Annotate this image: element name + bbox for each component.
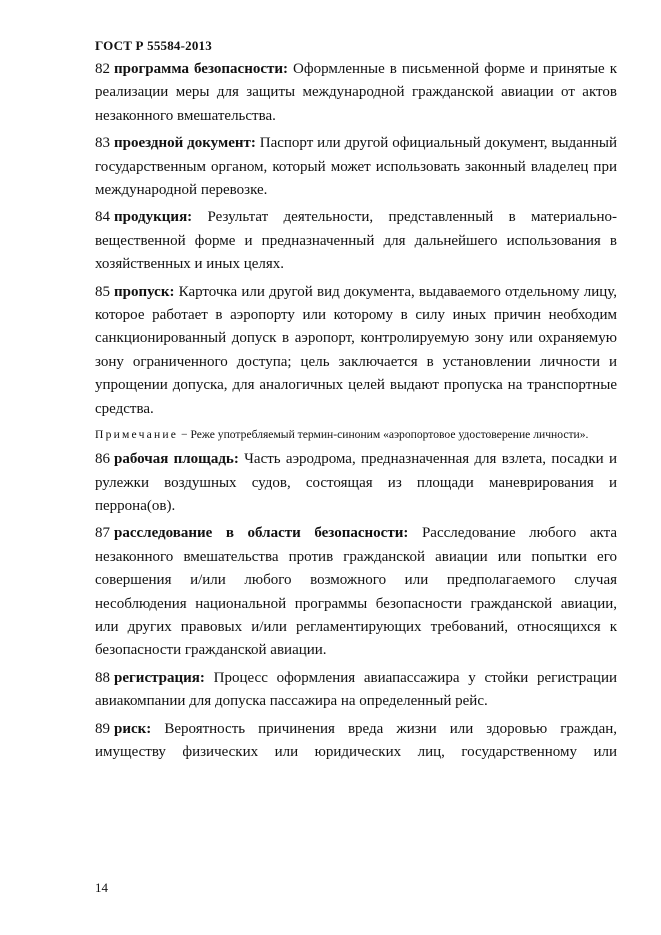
term-entry-86: [95, 448, 617, 518]
term-name: программа безопасности:: [114, 61, 288, 77]
term-entry-89: [95, 718, 617, 765]
term-definition: Часть аэродрома, предназначенная для взлета, посадки и рулежки воздушных судов, состоящая из площади маневрирования и перрона(ов).: [95, 451, 617, 514]
term-name: проездной документ:: [114, 135, 256, 152]
entry-number: 82: [95, 61, 110, 77]
standard-id: ГОСТ Р 55584-2013: [95, 38, 212, 53]
term-name: регистрация:: [114, 669, 205, 686]
term-definition: Процесс оформления авиапассажира у стойки регистрации авиакомпании для допуска пассажира на определенный рейс.: [95, 669, 617, 710]
term-definition: Результат деятельности, представленный в материально-вещественной форме и предназначенный для дальнейшего использования в хозяйственных и иных целях.: [95, 209, 618, 273]
term-note: [95, 425, 617, 444]
terms-list: [95, 58, 617, 768]
term-name: рабочая площадь:: [114, 451, 239, 468]
note-label: Примечание: [95, 428, 179, 442]
term-definition: Расследование любого акта незаконного вмешательства против гражданской авиации или попытки его совершения и/или любого возможного или предполагаемого случая несоблюдения национальной программы безопасности гражданской авиации, или других правовых и/или регламентирующих требований, относящихся к безопасности гражданской авиации.: [95, 525, 618, 659]
term-entry-87: [95, 522, 617, 662]
entry-number: 87: [95, 525, 110, 542]
term-entry-84: [95, 206, 617, 276]
term-definition: Паспорт или другой официальный документ, выданный государственным органом, который может использовать законный владелец при международной перевозке.: [95, 135, 617, 199]
entry-number: 89: [95, 720, 110, 737]
term-entry-82: [95, 58, 617, 128]
entry-number: 88: [95, 669, 110, 686]
entry-number: 84: [95, 209, 110, 226]
entry-number: 83: [95, 135, 110, 152]
term-name: риск:: [114, 720, 152, 737]
term-entry-88: [95, 667, 617, 714]
term-definition: Оформленные в письменной форме и принятые к реализации меры для защиты международной гражданской авиации от актов незаконного вмешательства.: [95, 61, 617, 124]
term-definition: Вероятность причинения вреда жизни или здоровью граждан, имуществу физических или юридических лиц, государственному или: [95, 720, 618, 760]
term-entry-85: [95, 281, 617, 421]
entry-number: 86: [95, 451, 110, 468]
note-text: − Реже употребляемый термин-синоним «аэропортовое удостоверение личности».: [178, 428, 589, 442]
term-name: пропуск:: [114, 283, 175, 300]
page-number: 14: [95, 880, 108, 895]
term-definition: Карточка или другой вид документа, выдаваемого отдельному лицу, которое работает в аэропорту или которому в силу иных причин необходим санкционированный допуск в аэропорт, контролируемую зону или охраняемую зону ограниченного доступа; цель заключается в установлении личности и упрощении допуска, для аналогичных целей выдают пропуска на транспортные средства.: [95, 283, 617, 417]
term-entry-83: [95, 132, 617, 202]
term-name: продукция:: [114, 209, 193, 226]
entry-number: 85: [95, 283, 110, 300]
term-name: расследование в области безопасности:: [114, 525, 409, 542]
